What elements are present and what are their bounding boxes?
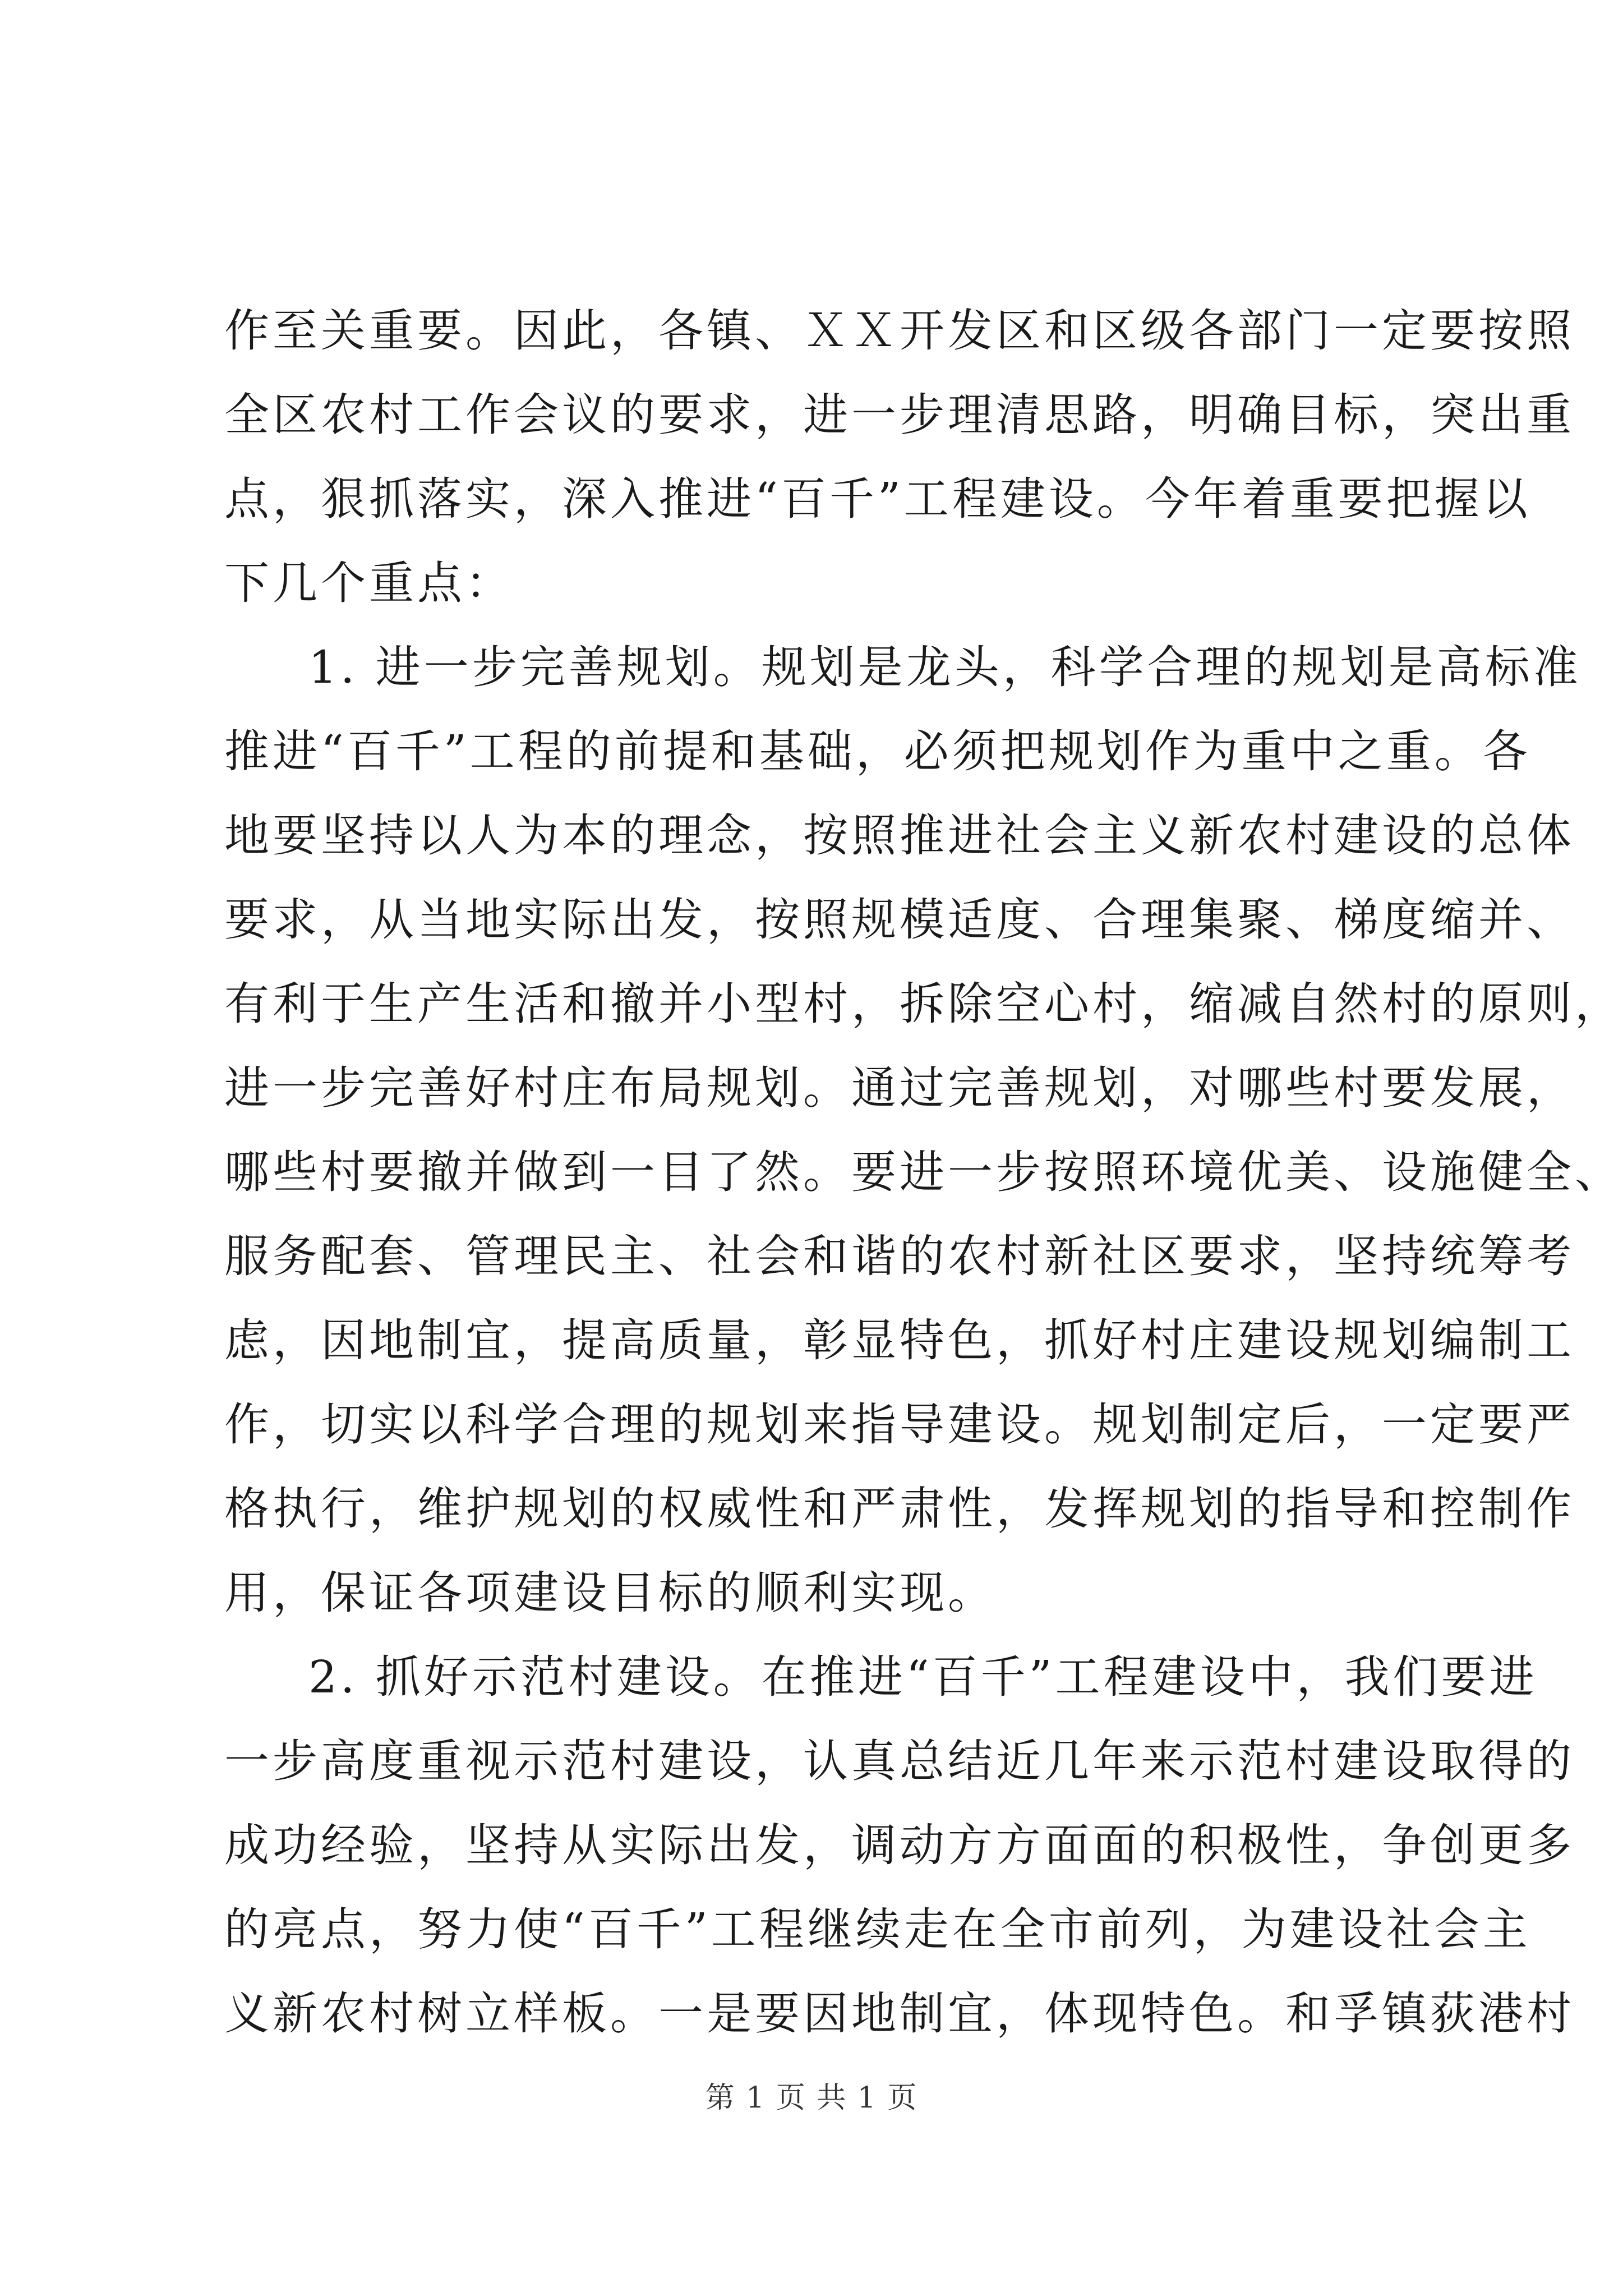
text-line: 格执行，维护规划的权威性和严肃性，发挥规划的指导和控制作 [224, 1483, 1575, 1535]
text-line: 作至关重要。因此，各镇、ＸＸ开发区和区级各部门一定要按照 [224, 305, 1575, 357]
text-line: 虑，因地制宜，提高质量，彰显特色，抓好村庄建设规划编制工 [224, 1314, 1575, 1366]
text-line: 服务配套、管理民主、社会和谐的农村新社区要求，坚持统筹考 [224, 1230, 1575, 1282]
text-line: 作，切实以科学合理的规划来指导建设。规划制定后，一定要严 [224, 1398, 1575, 1451]
paragraph-heading-2: 2. 抓好示范村建设。在推进“百千”工程建设中，我们要进 [308, 1651, 1538, 1703]
text-line: 要求，从当地实际出发，按照规模适度、合理集聚、梯度缩并、 [224, 894, 1575, 946]
page-number-footer: 第 1 页 共 1 页 [705, 2081, 918, 2115]
text-line: 有利于生产生活和撤并小型村，拆除空心村，缩减自然村的原则， [224, 978, 1623, 1030]
paragraph-heading-1: 1. 进一步完善规划。规划是龙头，科学合理的规划是高标准 [308, 641, 1581, 693]
text-line: 哪些村要撤并做到一目了然。要进一步按照环境优美、设施健全、 [224, 1146, 1623, 1198]
text-line: 一步高度重视示范村建设，认真总结近几年来示范村建设取得的 [224, 1735, 1575, 1787]
text-line: 义新农村树立样板。一是要因地制宜，体现特色。和孚镇荻港村 [224, 1987, 1575, 2040]
text-line: 地要坚持以人为本的理念，按照推进社会主义新农村建设的总体 [224, 809, 1575, 862]
text-line: 成功经验，坚持从实际出发，调动方方面面的积极性，争创更多 [224, 1819, 1575, 1871]
text-line: 进一步完善好村庄布局规划。通过完善规划，对哪些村要发展， [224, 1062, 1575, 1114]
text-line: 用，保证各项建设目标的顺利实现。 [224, 1567, 996, 1619]
text-line: 推进“百千”工程的前提和基础，必须把规划作为重中之重。各 [224, 725, 1531, 777]
text-line: 的亮点，努力使“百千”工程继续走在全市前列，为建设社会主 [224, 1903, 1531, 1955]
text-line: 点，狠抓落实，深入推进“百千”工程建设。今年着重要把握以 [224, 473, 1531, 525]
text-line: 全区农村工作会议的要求，进一步理清思路，明确目标，突出重 [224, 389, 1575, 441]
text-line: 下几个重点： [224, 557, 514, 609]
